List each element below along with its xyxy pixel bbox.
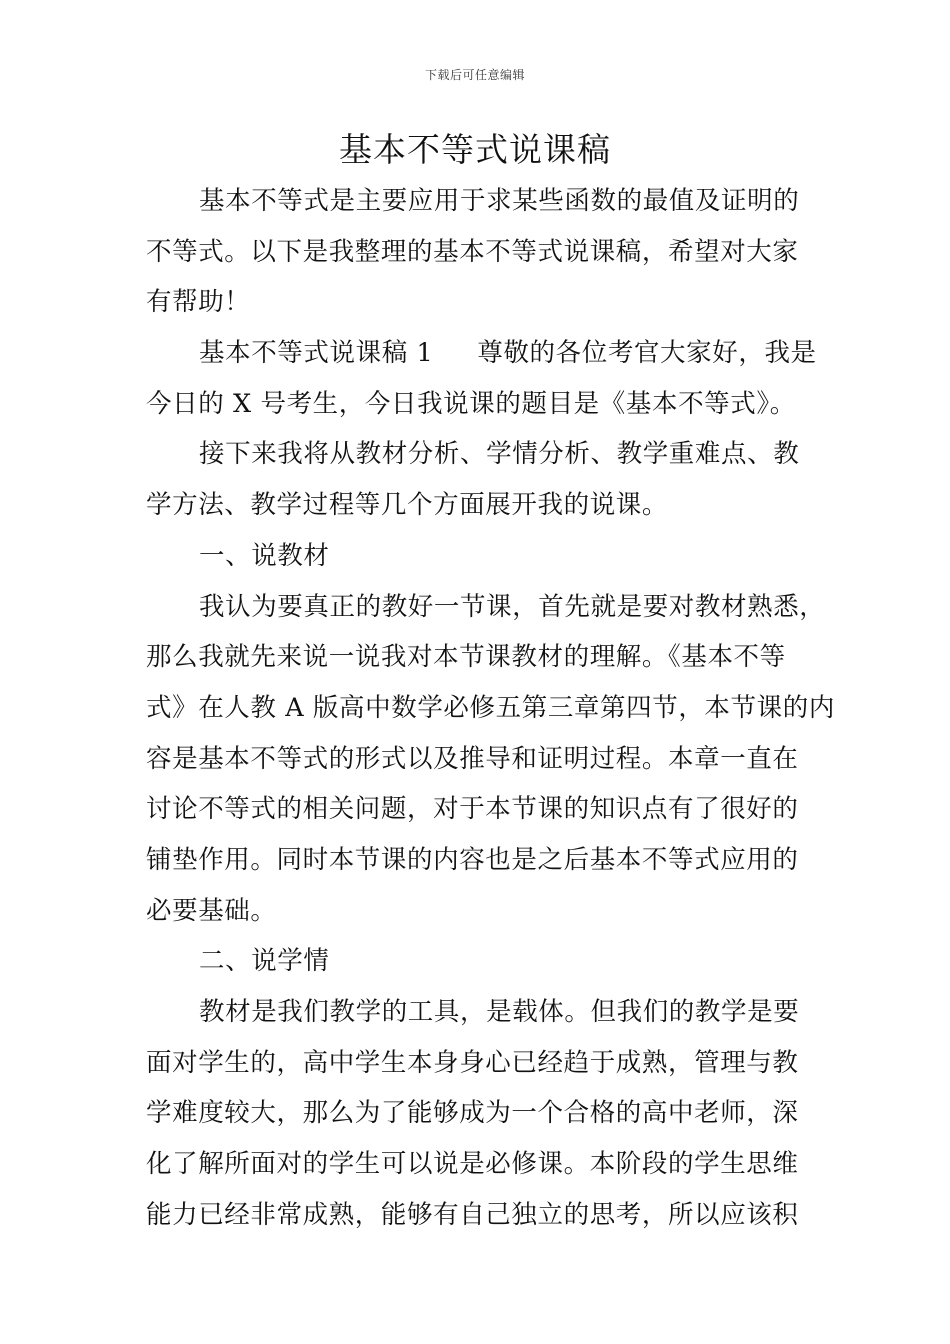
paragraph-line: 式》在人教 A 版高中数学必修五第三章第四节，本节课的内 [146, 692, 835, 723]
paragraph-line: 学方法、教学过程等几个方面展开我的说课。 [146, 490, 669, 521]
paragraph-line: 不等式。以下是我整理的基本不等式说课稿，希望对大家 [146, 236, 799, 267]
paragraph-line: 能力已经非常成熟，能够有自己独立的思考，所以应该积 [146, 1199, 799, 1230]
document-title: 基本不等式说课稿 [339, 130, 611, 169]
paragraph-line: 那么我就先来说一说我对本节课教材的理解。《基本不等 [146, 642, 786, 673]
paragraph-line: 接下来我将从教材分析、学情分析、教学重难点、教 [199, 439, 800, 470]
paragraph-line: 铺垫作用。同时本节课的内容也是之后基本不等式应用的 [146, 844, 799, 875]
paragraph-line: 有帮助！ [146, 287, 251, 318]
subheading: 基本不等式说课稿 1 [199, 338, 434, 369]
paragraph-line: 容是基本不等式的形式以及推导和证明过程。本章一直在 [146, 743, 799, 774]
paragraph-line: 我认为要真正的教好一节课，首先就是要对教材熟悉， [199, 591, 826, 622]
paragraph-line: 讨论不等式的相关问题，对于本节课的知识点有了很好的 [146, 794, 799, 825]
section-heading: 一、说教材 [199, 540, 330, 571]
paragraph-line: 化了解所面对的学生可以说是必修课。本阶段的学生思维 [146, 1149, 799, 1180]
paragraph-line: 今日的 X 号考生，今日我说课的题目是《基本不等式》。 [146, 388, 796, 419]
paragraph-line: 必要基础。 [146, 895, 277, 926]
paragraph-line [146, 328, 817, 379]
paragraph-line: 基本不等式是主要应用于求某些函数的最值及证明的 [199, 186, 800, 216]
document-body [146, 176, 835, 1240]
page-header: 下载后可任意编辑 [424, 68, 525, 82]
greeting-text: 尊敬的各位考官大家好，我是 [477, 338, 817, 369]
paragraph-line: 学难度较大，那么为了能够成为一个合格的高中老师，深 [146, 1098, 799, 1129]
paragraph-line: 面对学生的，高中学生本身身心已经趋于成熟，管理与教 [146, 1047, 799, 1078]
paragraph-line: 教材是我们教学的工具，是载体。但我们的教学是要 [199, 997, 800, 1027]
section-heading: 二、说学情 [199, 946, 330, 977]
